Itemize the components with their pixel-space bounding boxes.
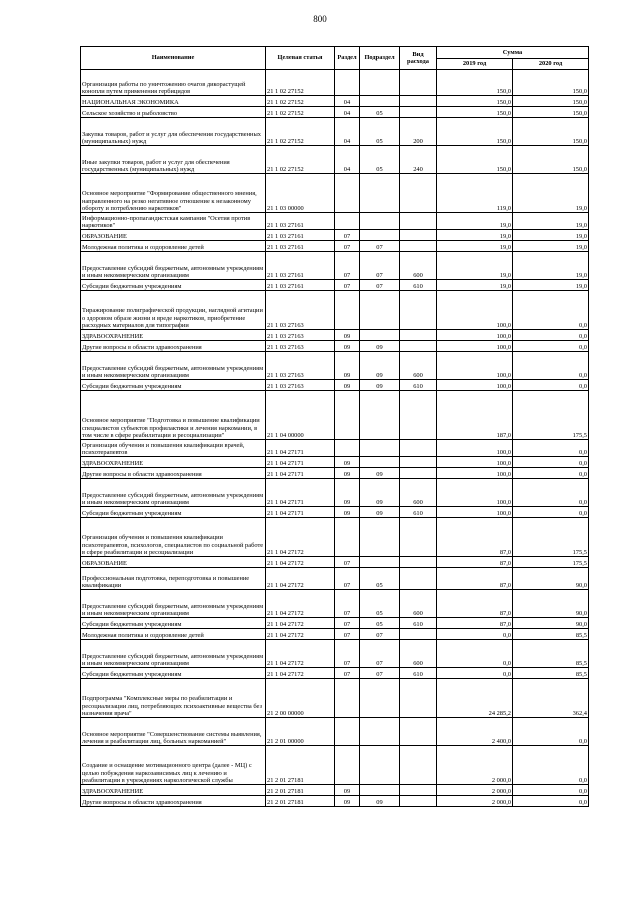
row-section: 09 — [335, 479, 360, 507]
header-target-article: Целевая статья — [266, 47, 335, 70]
row-subsection: 05 — [360, 146, 400, 174]
row-subsection: 07 — [360, 252, 400, 280]
row-subsection — [360, 174, 400, 213]
row-target-article: 21 1 03 27163 — [266, 352, 335, 380]
table-row — [81, 785, 589, 796]
row-subsection: 09 — [360, 479, 400, 507]
row-subsection — [360, 679, 400, 718]
row-expense-type — [400, 241, 437, 252]
row-section: 09 — [335, 352, 360, 380]
row-sum-2019: 19,0 — [437, 280, 513, 291]
row-target-article: 21 1 04 27172 — [266, 590, 335, 618]
row-section: 09 — [335, 341, 360, 352]
row-sum-2019: 19,0 — [437, 230, 513, 241]
row-name: ЗДРАВООХРАНЕНИЕ — [81, 330, 266, 341]
row-sum-2019: 2 000,0 — [437, 746, 513, 785]
table-row — [81, 230, 589, 241]
row-target-article: 21 1 03 27163 — [266, 341, 335, 352]
row-subsection: 09 — [360, 507, 400, 518]
row-subsection — [360, 230, 400, 241]
row-sum-2020: 150,0 — [513, 70, 589, 96]
row-subsection: 07 — [360, 629, 400, 640]
row-subsection — [360, 391, 400, 440]
table-row — [81, 507, 589, 518]
row-expense-type — [400, 96, 437, 107]
row-sum-2019: 19,0 — [437, 252, 513, 280]
row-target-article: 21 1 02 27152 — [266, 70, 335, 96]
row-sum-2020: 175,5 — [513, 391, 589, 440]
header-subsection: Подраздел — [360, 47, 400, 70]
row-sum-2020: 150,0 — [513, 107, 589, 118]
row-sum-2019: 19,0 — [437, 241, 513, 252]
row-name: Организация работы по уничтожению очагов дикорастущей конопли путем применения гербицидов — [81, 70, 266, 96]
row-subsection: 05 — [360, 118, 400, 146]
row-sum-2020: 19,0 — [513, 252, 589, 280]
row-name: Организация обучения и повышения квалификации врачей, психотерапевтов — [81, 440, 266, 457]
row-name: Другие вопросы в области здравоохранения — [81, 796, 266, 807]
row-target-article: 21 2 01 27181 — [266, 796, 335, 807]
row-sum-2020: 150,0 — [513, 118, 589, 146]
row-expense-type — [400, 568, 437, 590]
row-sum-2019: 100,0 — [437, 440, 513, 457]
row-target-article: 21 1 04 27172 — [266, 518, 335, 557]
row-section — [335, 391, 360, 440]
row-sum-2019: 100,0 — [437, 352, 513, 380]
row-target-article: 21 1 04 27172 — [266, 618, 335, 629]
row-target-article: 21 1 03 27163 — [266, 291, 335, 330]
row-subsection: 09 — [360, 352, 400, 380]
row-sum-2020: 0,0 — [513, 352, 589, 380]
table-row — [81, 96, 589, 107]
row-subsection: 05 — [360, 618, 400, 629]
row-expense-type — [400, 291, 437, 330]
row-sum-2020: 90,0 — [513, 590, 589, 618]
row-sum-2019: 100,0 — [437, 291, 513, 330]
table-row — [81, 568, 589, 590]
table-row — [81, 718, 589, 746]
row-section: 09 — [335, 468, 360, 479]
row-sum-2020: 0,0 — [513, 479, 589, 507]
row-subsection — [360, 330, 400, 341]
row-target-article: 21 1 02 27152 — [266, 96, 335, 107]
row-expense-type — [400, 796, 437, 807]
row-target-article: 21 2 01 00000 — [266, 718, 335, 746]
row-target-article: 21 1 04 27171 — [266, 468, 335, 479]
row-section: 07 — [335, 557, 360, 568]
row-expense-type: 600 — [400, 352, 437, 380]
row-sum-2019: 150,0 — [437, 146, 513, 174]
row-target-article: 21 2 00 00000 — [266, 679, 335, 718]
row-subsection: 09 — [360, 380, 400, 391]
row-sum-2020: 362,4 — [513, 679, 589, 718]
row-expense-type: 600 — [400, 590, 437, 618]
row-sum-2019: 100,0 — [437, 479, 513, 507]
row-sum-2020: 0,0 — [513, 457, 589, 468]
table-row — [81, 291, 589, 330]
row-expense-type: 610 — [400, 507, 437, 518]
row-expense-type: 610 — [400, 280, 437, 291]
table-row — [81, 640, 589, 668]
header-section: Раздел — [335, 47, 360, 70]
row-target-article: 21 1 03 27161 — [266, 252, 335, 280]
row-target-article: 21 1 03 27163 — [266, 380, 335, 391]
row-name: НАЦИОНАЛЬНАЯ ЭКОНОМИКА — [81, 96, 266, 107]
row-subsection: 07 — [360, 668, 400, 679]
row-subsection — [360, 718, 400, 746]
row-sum-2020: 85,5 — [513, 629, 589, 640]
row-name: Профессиональная подготовка, переподготовка и повышение квалификации — [81, 568, 266, 590]
row-section: 07 — [335, 568, 360, 590]
row-target-article: 21 1 04 27172 — [266, 568, 335, 590]
row-target-article: 21 1 04 27172 — [266, 640, 335, 668]
row-name: Тиражирование полиграфической продукции, наглядной агитации о здоровом образе жизни и вреде наркотиков, приобретение расходных материалов для типографии — [81, 291, 266, 330]
row-sum-2019: 100,0 — [437, 507, 513, 518]
row-sum-2019: 150,0 — [437, 107, 513, 118]
row-target-article: 21 1 04 27172 — [266, 557, 335, 568]
table-row — [81, 679, 589, 718]
row-target-article: 21 1 03 27163 — [266, 330, 335, 341]
row-subsection: 07 — [360, 241, 400, 252]
row-sum-2019: 0,0 — [437, 640, 513, 668]
row-section: 07 — [335, 230, 360, 241]
row-sum-2020: 0,0 — [513, 746, 589, 785]
row-sum-2019: 187,0 — [437, 391, 513, 440]
table-row — [81, 341, 589, 352]
row-target-article: 21 1 04 27171 — [266, 440, 335, 457]
row-target-article: 21 1 03 00000 — [266, 174, 335, 213]
row-sum-2019: 150,0 — [437, 96, 513, 107]
table-row — [81, 518, 589, 557]
row-name: Предоставление субсидий бюджетным, автономным учреждениям и иным некоммерческим организациям — [81, 590, 266, 618]
row-sum-2019: 119,0 — [437, 174, 513, 213]
row-section — [335, 291, 360, 330]
row-expense-type — [400, 457, 437, 468]
row-section — [335, 718, 360, 746]
row-expense-type: 600 — [400, 640, 437, 668]
table-row — [81, 252, 589, 280]
row-expense-type: 200 — [400, 118, 437, 146]
row-section: 07 — [335, 629, 360, 640]
row-sum-2019: 0,0 — [437, 629, 513, 640]
row-name: ЗДРАВООХРАНЕНИЕ — [81, 457, 266, 468]
row-sum-2019: 0,0 — [437, 668, 513, 679]
table-row — [81, 107, 589, 118]
row-target-article: 21 1 04 00000 — [266, 391, 335, 440]
table-row — [81, 746, 589, 785]
row-sum-2020: 19,0 — [513, 241, 589, 252]
header-year-2020: 2020 год — [513, 59, 589, 70]
row-section — [335, 679, 360, 718]
row-expense-type — [400, 341, 437, 352]
table-row — [81, 796, 589, 807]
row-expense-type: 240 — [400, 146, 437, 174]
row-sum-2020: 90,0 — [513, 568, 589, 590]
row-name: Субсидии бюджетным учреждениям — [81, 507, 266, 518]
table-row — [81, 618, 589, 629]
row-target-article: 21 1 03 27161 — [266, 241, 335, 252]
row-expense-type — [400, 557, 437, 568]
row-sum-2020: 0,0 — [513, 291, 589, 330]
row-name: Основное мероприятие "Формирование общественного мнения, направленного на резко негативное отношение к незаконному обороту и потреблению наркотиков" — [81, 174, 266, 213]
row-section: 07 — [335, 252, 360, 280]
row-sum-2020: 150,0 — [513, 96, 589, 107]
row-subsection — [360, 291, 400, 330]
row-target-article: 21 1 02 27152 — [266, 146, 335, 174]
row-expense-type — [400, 518, 437, 557]
row-section: 09 — [335, 796, 360, 807]
table-row — [81, 241, 589, 252]
row-name: ЗДРАВООХРАНЕНИЕ — [81, 785, 266, 796]
table-row — [81, 391, 589, 440]
header-name: Наименование — [81, 47, 266, 70]
row-section — [335, 213, 360, 230]
row-expense-type — [400, 679, 437, 718]
row-subsection — [360, 457, 400, 468]
row-sum-2020: 19,0 — [513, 213, 589, 230]
table-row — [81, 330, 589, 341]
row-sum-2019: 100,0 — [437, 457, 513, 468]
row-sum-2020: 19,0 — [513, 280, 589, 291]
row-sum-2019: 150,0 — [437, 70, 513, 96]
row-section: 07 — [335, 618, 360, 629]
row-expense-type: 610 — [400, 618, 437, 629]
row-section: 07 — [335, 640, 360, 668]
row-section — [335, 440, 360, 457]
row-section: 09 — [335, 785, 360, 796]
row-subsection — [360, 518, 400, 557]
row-name: Основное мероприятие "Совершенствование системы выявления, лечения и реабилитации лиц, больных наркоманией" — [81, 718, 266, 746]
row-sum-2020: 175,5 — [513, 557, 589, 568]
row-name: Организация обучения и повышения квалификации психотерапевтов, психологов, специалистов по социальной работе в сфере реабилитации и ресоциализации — [81, 518, 266, 557]
row-expense-type — [400, 230, 437, 241]
row-name: Закупка товаров, работ и услуг для обеспечения государственных (муниципальных) нужд — [81, 118, 266, 146]
table-row — [81, 146, 589, 174]
row-name: Создание и оснащение мотивационного центра (далее - МЦ) с целью побуждения наркозависимых лиц к лечению и реабилитации в учреждениях наркологической службы — [81, 746, 266, 785]
row-sum-2020: 0,0 — [513, 507, 589, 518]
table-row — [81, 380, 589, 391]
row-sum-2019: 87,0 — [437, 568, 513, 590]
row-section — [335, 518, 360, 557]
row-name: Сельское хозяйство и рыболовство — [81, 107, 266, 118]
row-section: 07 — [335, 280, 360, 291]
row-expense-type — [400, 440, 437, 457]
header-year-2019: 2019 год — [437, 59, 513, 70]
row-expense-type — [400, 174, 437, 213]
row-name: Информационно-пропагандистская кампания "Осетия против наркотиков" — [81, 213, 266, 230]
row-sum-2019: 150,0 — [437, 118, 513, 146]
row-section: 04 — [335, 146, 360, 174]
table-row — [81, 70, 589, 96]
table-row — [81, 118, 589, 146]
row-sum-2019: 87,0 — [437, 557, 513, 568]
row-section: 07 — [335, 590, 360, 618]
row-section: 04 — [335, 107, 360, 118]
row-subsection — [360, 785, 400, 796]
row-name: Предоставление субсидий бюджетным, автономным учреждениям и иным некоммерческим организациям — [81, 352, 266, 380]
row-target-article: 21 1 04 27171 — [266, 479, 335, 507]
row-expense-type — [400, 785, 437, 796]
row-sum-2019: 100,0 — [437, 330, 513, 341]
row-name: Молодежная политика и оздоровление детей — [81, 241, 266, 252]
row-expense-type — [400, 70, 437, 96]
row-expense-type: 600 — [400, 252, 437, 280]
table-body — [81, 70, 589, 807]
row-section — [335, 746, 360, 785]
row-name: Предоставление субсидий бюджетным, автономным учреждениям и иным некоммерческим организациям — [81, 640, 266, 668]
table-row — [81, 352, 589, 380]
budget-table — [80, 46, 589, 807]
row-section: 09 — [335, 380, 360, 391]
row-target-article: 21 1 03 27161 — [266, 280, 335, 291]
row-expense-type — [400, 468, 437, 479]
row-name: Субсидии бюджетным учреждениям — [81, 668, 266, 679]
row-sum-2020: 0,0 — [513, 341, 589, 352]
row-sum-2020: 0,0 — [513, 330, 589, 341]
row-sum-2020: 0,0 — [513, 718, 589, 746]
header-sum: Сумма — [437, 47, 589, 59]
table-row — [81, 479, 589, 507]
header-expense-type: Вид расхода — [400, 47, 437, 70]
row-sum-2020: 85,5 — [513, 640, 589, 668]
row-sum-2020: 150,0 — [513, 146, 589, 174]
row-sum-2020: 19,0 — [513, 174, 589, 213]
row-sum-2019: 100,0 — [437, 380, 513, 391]
row-expense-type — [400, 629, 437, 640]
row-subsection: 09 — [360, 341, 400, 352]
row-subsection — [360, 557, 400, 568]
row-expense-type — [400, 213, 437, 230]
row-subsection — [360, 213, 400, 230]
row-sum-2020: 19,0 — [513, 230, 589, 241]
row-subsection — [360, 70, 400, 96]
row-sum-2020: 0,0 — [513, 468, 589, 479]
row-subsection: 07 — [360, 640, 400, 668]
table-row — [81, 213, 589, 230]
row-sum-2020: 0,0 — [513, 796, 589, 807]
row-expense-type: 610 — [400, 380, 437, 391]
row-name: Другие вопросы в области здравоохранения — [81, 468, 266, 479]
row-target-article: 21 1 03 27161 — [266, 230, 335, 241]
row-subsection — [360, 746, 400, 785]
row-section: 07 — [335, 668, 360, 679]
row-sum-2020: 85,5 — [513, 668, 589, 679]
row-subsection — [360, 96, 400, 107]
row-target-article: 21 1 04 27171 — [266, 457, 335, 468]
row-target-article: 21 2 01 27181 — [266, 746, 335, 785]
row-sum-2020: 0,0 — [513, 785, 589, 796]
row-subsection: 05 — [360, 568, 400, 590]
row-sum-2019: 19,0 — [437, 213, 513, 230]
table-row — [81, 668, 589, 679]
row-target-article: 21 1 02 27152 — [266, 107, 335, 118]
row-name: Подпрограмма "Комплексные меры по реабилитации и ресоциализации лиц, потребляющих психоактивные вещества без назначения врача" — [81, 679, 266, 718]
row-target-article: 21 2 01 27181 — [266, 785, 335, 796]
row-sum-2019: 2 000,0 — [437, 796, 513, 807]
row-name: Иные закупки товаров, работ и услуг для обеспечения государственных (муниципальных) нужд — [81, 146, 266, 174]
row-target-article: 21 1 03 27161 — [266, 213, 335, 230]
row-expense-type — [400, 718, 437, 746]
row-sum-2020: 0,0 — [513, 440, 589, 457]
row-name: Субсидии бюджетным учреждениям — [81, 618, 266, 629]
row-section: 04 — [335, 118, 360, 146]
row-section — [335, 174, 360, 213]
row-target-article: 21 1 04 27171 — [266, 507, 335, 518]
table-row — [81, 557, 589, 568]
row-sum-2019: 24 285,2 — [437, 679, 513, 718]
row-name: ОБРАЗОВАНИЕ — [81, 230, 266, 241]
row-expense-type — [400, 107, 437, 118]
row-name: Основное мероприятие "Подготовка и повышение квалификации специалистов субъектов профилактики и лечения наркомании, в том числе в сфере реабилитации и ресоциализации" — [81, 391, 266, 440]
row-subsection: 09 — [360, 468, 400, 479]
table-row — [81, 457, 589, 468]
row-expense-type — [400, 330, 437, 341]
row-name: Молодежная политика и оздоровление детей — [81, 629, 266, 640]
row-target-article: 21 1 04 27172 — [266, 629, 335, 640]
row-sum-2019: 87,0 — [437, 618, 513, 629]
row-name: Предоставление субсидий бюджетным, автономным учреждениям и иным некоммерческим организациям — [81, 252, 266, 280]
row-subsection: 09 — [360, 796, 400, 807]
row-sum-2019: 87,0 — [437, 518, 513, 557]
row-sum-2019: 2 000,0 — [437, 785, 513, 796]
table-row — [81, 440, 589, 457]
row-subsection: 05 — [360, 107, 400, 118]
row-section: 09 — [335, 457, 360, 468]
row-sum-2019: 2 400,0 — [437, 718, 513, 746]
row-subsection: 05 — [360, 590, 400, 618]
row-expense-type — [400, 391, 437, 440]
row-sum-2020: 175,5 — [513, 518, 589, 557]
row-name: ОБРАЗОВАНИЕ — [81, 557, 266, 568]
row-subsection — [360, 440, 400, 457]
row-section: 09 — [335, 330, 360, 341]
row-sum-2019: 87,0 — [437, 590, 513, 618]
row-name: Субсидии бюджетным учреждениям — [81, 280, 266, 291]
table-row — [81, 629, 589, 640]
row-sum-2020: 90,0 — [513, 618, 589, 629]
row-expense-type: 600 — [400, 479, 437, 507]
row-name: Другие вопросы в области здравоохранения — [81, 341, 266, 352]
row-name: Предоставление субсидий бюджетным, автономным учреждениям и иным некоммерческим организациям — [81, 479, 266, 507]
row-section — [335, 70, 360, 96]
row-expense-type — [400, 746, 437, 785]
row-sum-2019: 100,0 — [437, 468, 513, 479]
row-section: 04 — [335, 96, 360, 107]
table-row — [81, 280, 589, 291]
row-target-article: 21 1 04 27172 — [266, 668, 335, 679]
row-name: Субсидии бюджетным учреждениям — [81, 380, 266, 391]
table-row — [81, 468, 589, 479]
table-row — [81, 590, 589, 618]
row-section: 09 — [335, 507, 360, 518]
row-section: 07 — [335, 241, 360, 252]
page-number: 800 — [313, 14, 327, 24]
row-subsection: 07 — [360, 280, 400, 291]
row-sum-2020: 0,0 — [513, 380, 589, 391]
row-sum-2019: 100,0 — [437, 341, 513, 352]
row-target-article: 21 1 02 27152 — [266, 118, 335, 146]
table-row — [81, 174, 589, 213]
row-expense-type: 610 — [400, 668, 437, 679]
